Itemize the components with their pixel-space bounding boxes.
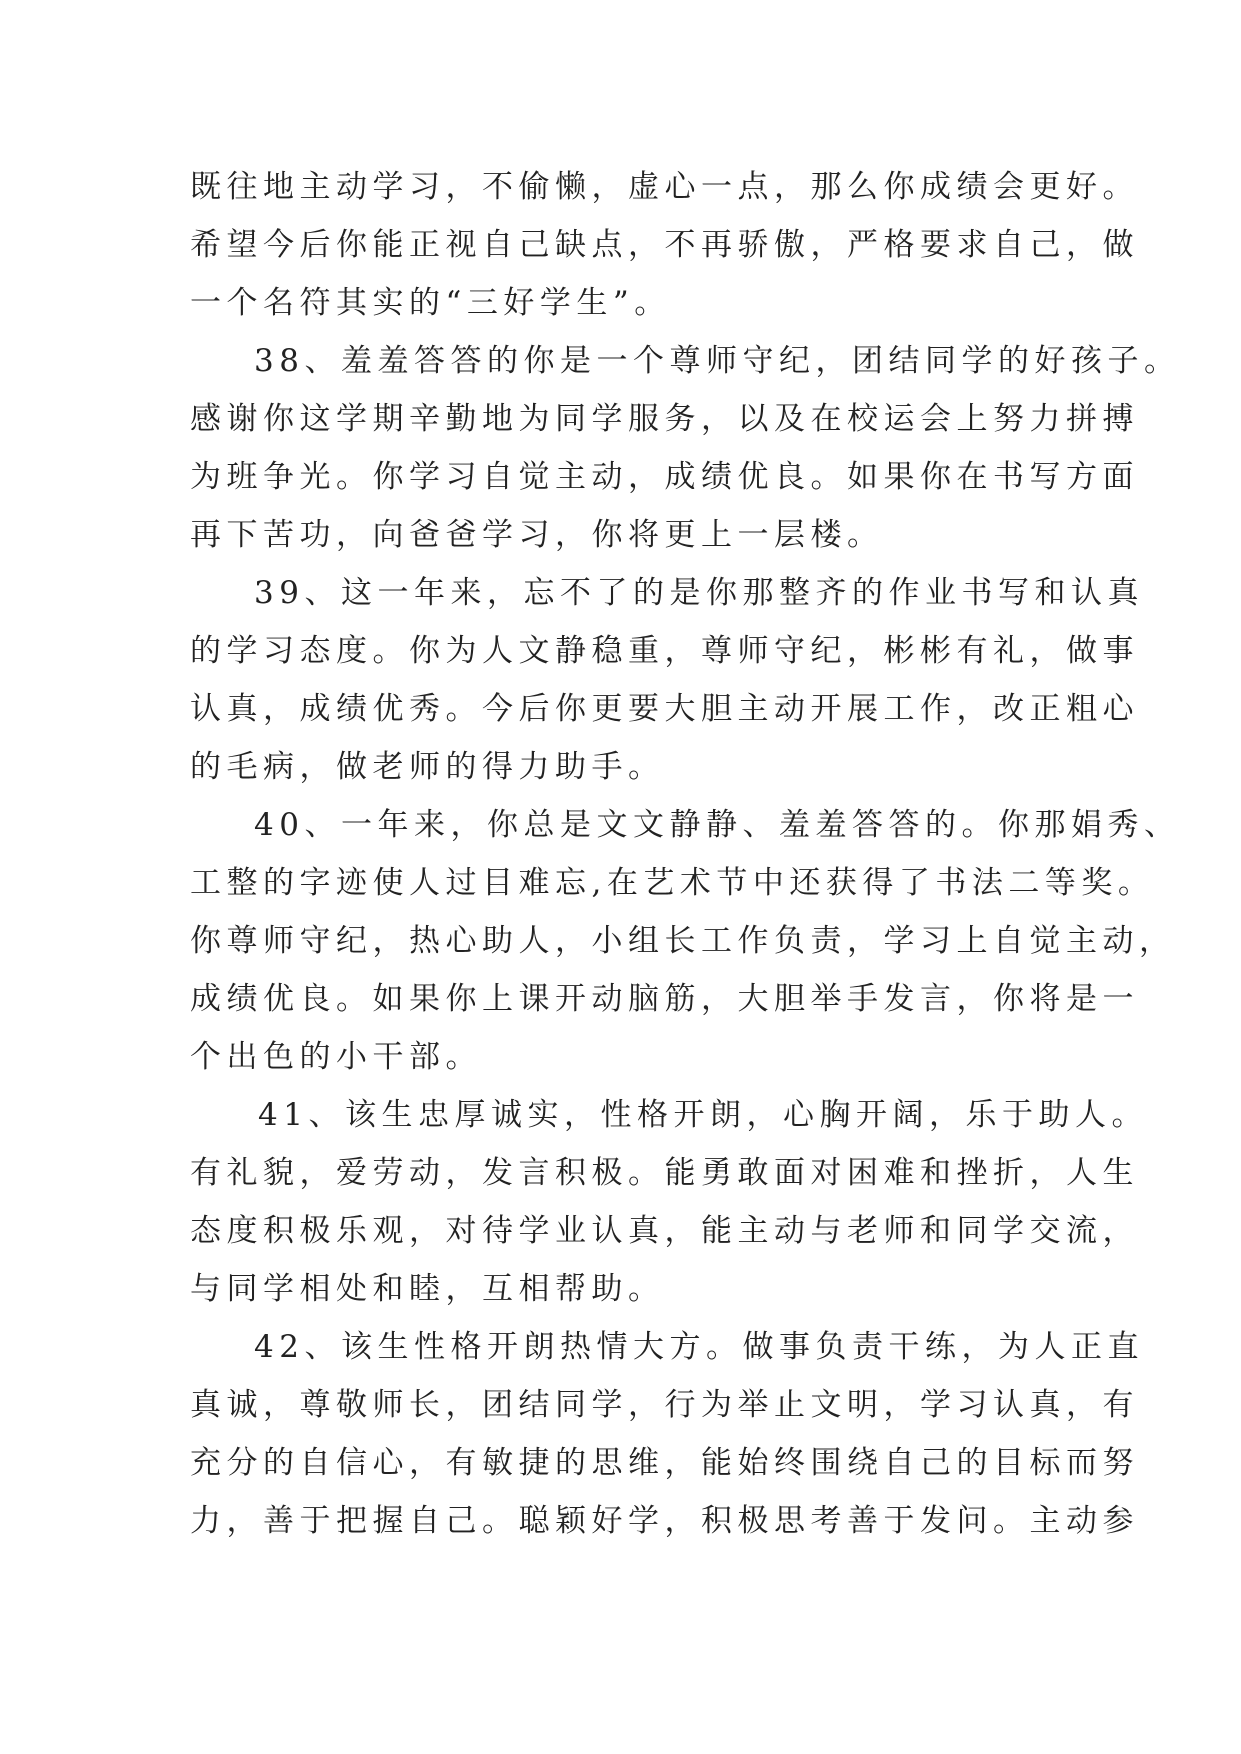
text-line: 为班争光。你学习自觉主动，成绩优良。如果你在书写方面: [190, 459, 1139, 495]
text-line: 真诚，尊敬师长，团结同学，行为举止文明，学习认真，有: [190, 1387, 1139, 1423]
text-line: 认真，成绩优秀。今后你更要大胆主动开展工作，改正粗心: [190, 691, 1139, 727]
text-line: 再下苦功，向爸爸学习，你将更上一层楼。: [190, 517, 884, 553]
text-line: 态度积极乐观，对待学业认真，能主动与老师和同学交流，: [190, 1213, 1139, 1249]
text-line: 一个名符其实的“三好学生”。: [190, 285, 671, 321]
text-line: 你尊师守纪，热心助人，小组长工作负责，学习上自觉主动，: [190, 923, 1176, 959]
text-line: 与同学相处和睦，互相帮助。: [190, 1271, 665, 1307]
text-line: 有礼貌，爱劳动，发言积极。能勇敢面对困难和挫折，人生: [190, 1155, 1139, 1191]
document-body: [190, 158, 1181, 1550]
text-line: 充分的自信心，有敏捷的思维，能始终围绕自己的目标而努: [190, 1445, 1139, 1481]
paragraph-40-start: 40、一年来，你总是文文静静、羞羞答答的。你那娟秀、: [254, 807, 1181, 843]
text-line: 希望今后你能正视自己缺点，不再骄傲，严格要求自己，做: [190, 227, 1139, 263]
text-line: 的学习态度。你为人文静稳重，尊师守纪，彬彬有礼，做事: [190, 633, 1139, 669]
text-line: 力，善于把握自己。聪颖好学，积极思考善于发问。主动参: [190, 1503, 1139, 1539]
text-line: 的毛病，做老师的得力助手。: [190, 749, 665, 785]
paragraph-42-start: 42、该生性格开朗热情大方。做事负责干练，为人正直: [254, 1329, 1144, 1365]
text-line: 成绩优良。如果你上课开动脑筋，大胆举手发言，你将是一: [190, 981, 1139, 1017]
paragraph-38-start: 38、羞羞答答的你是一个尊师守纪，团结同学的好孩子。: [254, 343, 1181, 379]
text-line: 既往地主动学习，不偷懒，虚心一点，那么你成绩会更好。: [190, 169, 1139, 205]
text-line: 感谢你这学期辛勤地为同学服务，以及在校运会上努力拼搏: [190, 401, 1139, 437]
paragraph-39-start: 39、这一年来，忘不了的是你那整齐的作业书写和认真: [254, 575, 1144, 611]
text-line: 个出色的小干部。: [190, 1039, 482, 1075]
paragraph-41-start: 41、该生忠厚诚实，性格开朗，心胸开阔，乐于助人。: [258, 1097, 1148, 1133]
text-line: 工整的字迹使人过目难忘,在艺术节中还获得了书法二等奖。: [190, 865, 1155, 901]
